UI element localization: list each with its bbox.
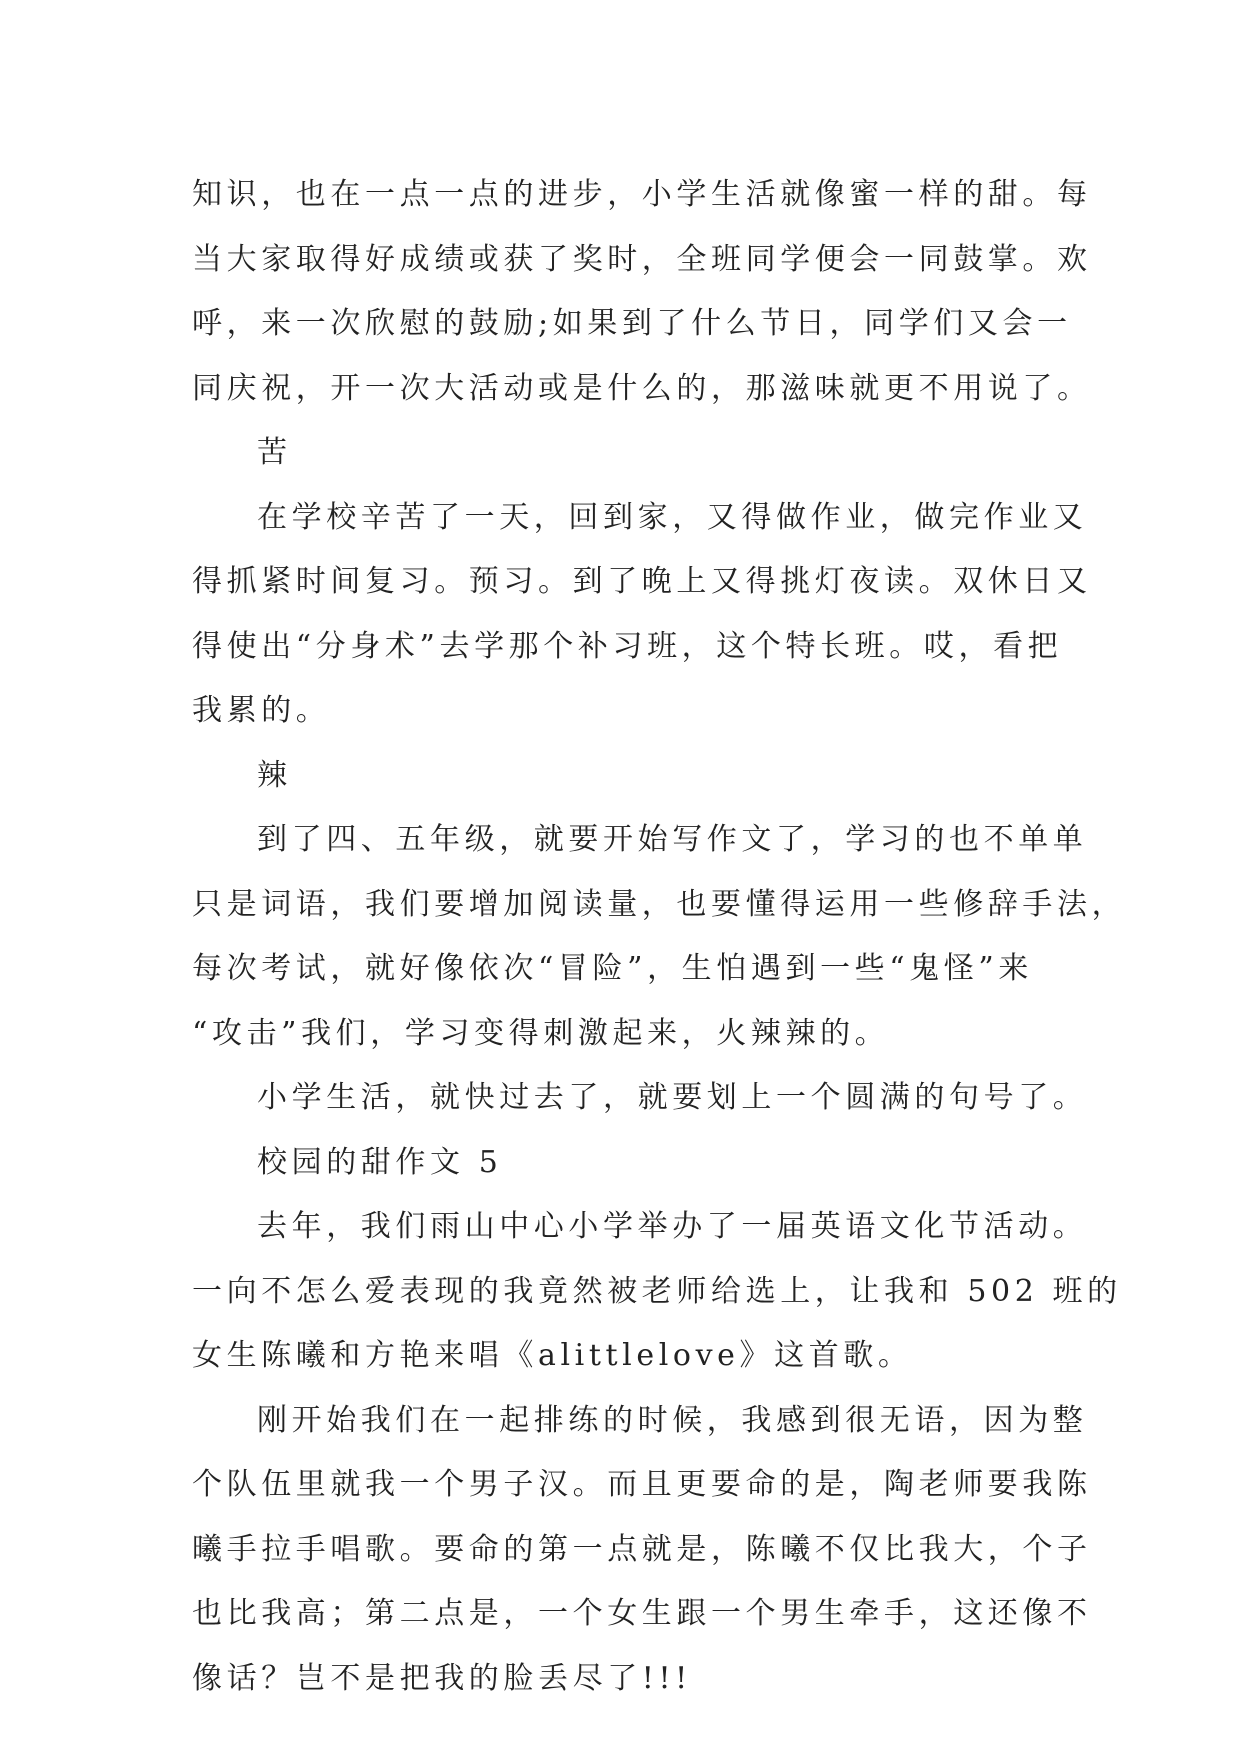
- text-line: “攻击”我们，学习变得刺激起来，火辣辣的。: [192, 1015, 890, 1051]
- text-line: 校园的甜作文 5: [257, 1144, 503, 1180]
- text-line: 刚开始我们在一起排练的时候，我感到很无语，因为整: [257, 1402, 1088, 1438]
- text-line: 得使出“分身术”去学那个补习班，这个特长班。哎，看把: [192, 628, 1063, 664]
- text-line: 同庆祝，开一次大活动或是什么的，那滋味就更不用说了。: [192, 370, 1092, 406]
- text-line: 呼，来一次欣慰的鼓励;如果到了什么节日，同学们又会一: [192, 306, 1072, 341]
- text-line: 小学生活，就快过去了，就要划上一个圆满的句号了。: [257, 1080, 1088, 1115]
- body-text: [192, 163, 1127, 1711]
- text-line: 曦手拉手唱歌。要命的第一点就是，陈曦不仅比我大，个子: [192, 1531, 1092, 1567]
- text-line: 也比我高；第二点是，一个女生跟一个男生牵手，这还像不: [192, 1596, 1092, 1631]
- text-line: 每次考试，就好像依次“冒险”，生怕遇到一些“鬼怪”来: [192, 951, 1033, 986]
- text-line: 个队伍里就我一个男子汉。而且更要命的是，陶老师要我陈: [192, 1467, 1092, 1502]
- text-line: 一向不怎么爱表现的我竟然被老师给选上，让我和 502 班的: [192, 1273, 1122, 1309]
- text-line: 辣: [257, 757, 292, 793]
- text-line: 女生陈曦和方艳来唱《alittlelove》这首歌。: [192, 1338, 913, 1373]
- text-line: 去年，我们雨山中心小学举办了一届英语文化节活动。: [257, 1209, 1088, 1244]
- text-line: 我累的。: [192, 693, 331, 728]
- text-line: 知识，也在一点一点的进步，小学生活就像蜜一样的甜。每: [192, 177, 1092, 212]
- text-line: 苦: [257, 435, 292, 470]
- text-line: 像话？岂不是把我的脸丢尽了!!!: [192, 1660, 692, 1696]
- text-line: 到了四、五年级，就要开始写作文了，学习的也不单单: [257, 822, 1088, 857]
- text-line: 得抓紧时间复习。预习。到了晚上又得挑灯夜读。双休日又: [192, 564, 1092, 599]
- text-line: 只是词语，我们要增加阅读量，也要懂得运用一些修辞手法，: [192, 886, 1127, 922]
- text-line: 当大家取得好成绩或获了奖时，全班同学便会一同鼓掌。欢: [192, 241, 1092, 277]
- text-line: 在学校辛苦了一天，回到家，又得做作业，做完作业又: [257, 499, 1088, 535]
